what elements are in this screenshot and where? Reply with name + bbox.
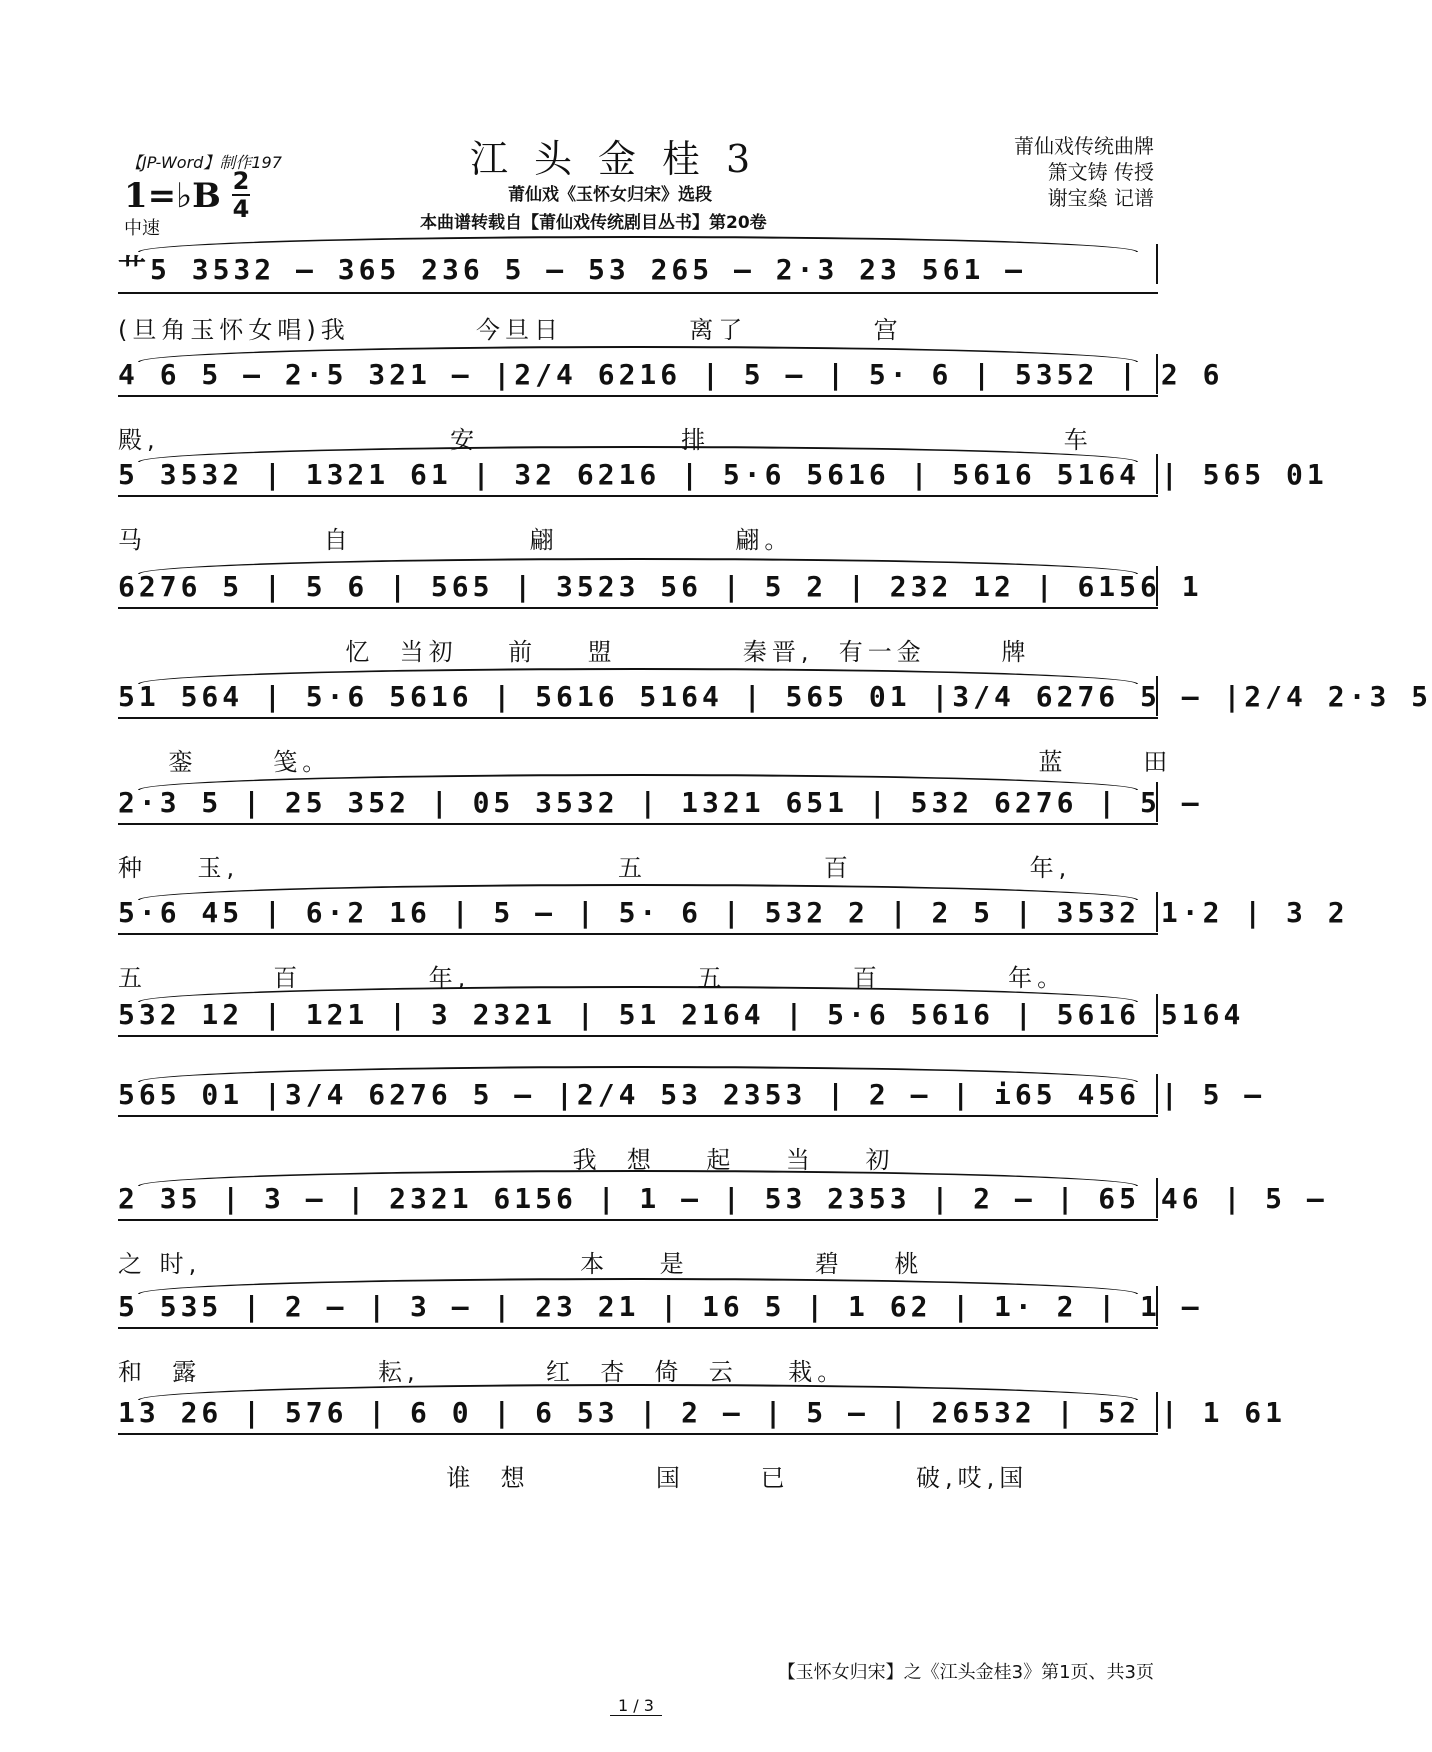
page-caption: 【玉怀女归宋】之《江头金桂3》第1页、共3页 [777, 1662, 1154, 1683]
page-number-text: 1 / 3 [610, 1696, 662, 1716]
transcriber-label: 谢宝燊 记谱 [1047, 186, 1154, 210]
barline [1156, 1286, 1158, 1326]
barline [1156, 1392, 1158, 1432]
page-title: 江头金桂3 [470, 137, 777, 181]
lyrics-line: 种 玉, 五 百 年, [118, 854, 1072, 882]
subtitle: 莆仙戏《玉怀女归宋》选段 [508, 185, 712, 205]
barline [1156, 1074, 1158, 1114]
lyrics-line: 銮 笺。 蓝 田 [118, 748, 1173, 776]
lyrics-line: 马 自 翩 翩。 [118, 526, 794, 554]
notation-line: 5 535 | 2 – | 3 – | 23 21 | 16 5 | 1 62 | 1· 2 | 1 – [118, 1290, 1203, 1323]
barline [1156, 782, 1158, 822]
teacher-label: 箫文铸 传授 [1047, 160, 1154, 184]
key-signature: 1=♭B [124, 176, 221, 216]
notation-line: 565 01 |3/4 6276 5 – |2/4 53 2353 | 2 – | i65 456 | 5 – [118, 1078, 1266, 1111]
lyrics-line: 之 时, 本 是 碧 桃 [118, 1250, 924, 1278]
genre-label: 莆仙戏传统曲牌 [1014, 134, 1154, 158]
barline [1156, 1178, 1158, 1218]
notation-line: 532 12 | 121 | 3 2321 | 51 2164 | 5·6 5616 | 5616 5164 [118, 998, 1245, 1031]
tempo-marking: 中速 [124, 218, 160, 239]
credit-line: 【JP-Word】制作197 [126, 153, 282, 172]
notation-line: 13 26 | 576 | 6 0 | 6 53 | 2 – | 5 – | 26532 | 52 | 1 61 [118, 1396, 1287, 1429]
notation-line: 2 35 | 3 – | 2321 6156 | 1 – | 53 2353 | 2 – | 65 46 | 5 – [118, 1182, 1328, 1215]
notation-line: 51 564 | 5·6 5616 | 5616 5164 | 565 01 |3/4 6276 5 – |2/4 2·3 5 [118, 680, 1432, 713]
lyrics-line: 忆 当初 前 盟 秦晋, 有一金 牌 [118, 638, 1031, 666]
notation-line: 艹5 3532 – 365 236 5 – 53 265 – 2·3 23 561 – [118, 248, 1158, 288]
lyrics-line: 和 露 耘, 红 杏 倚 云 栽。 [118, 1358, 847, 1386]
page-number [0, 1696, 1272, 1715]
barline [1156, 566, 1158, 606]
source-line: 本曲谱转载自【莆仙戏传统剧目丛书】第20卷 [420, 213, 767, 233]
notation-line: 2·3 5 | 25 352 | 05 3532 | 1321 651 | 532 6276 | 5 – [118, 786, 1203, 819]
barline [1156, 892, 1158, 932]
notation-line: 6276 5 | 5 6 | 565 | 3523 56 | 5 2 | 232 12 | 6156 1 [118, 570, 1203, 603]
lyrics-line: 五 百 年, 五 百 年。 [118, 964, 1067, 992]
meter-top: 2 [232, 167, 250, 195]
barline [1156, 994, 1158, 1034]
barline [1156, 354, 1158, 394]
lyrics-line: 谁 想 国 已 破,哎,国 [118, 1464, 1029, 1492]
barline [1156, 676, 1158, 716]
barline [1156, 244, 1158, 284]
notation-line: 4 6 5 – 2·5 321 – |2/4 6216 | 5 – | 5· 6 | 5352 | 2 6 [118, 358, 1224, 391]
time-signature [232, 167, 250, 223]
barline [1156, 454, 1158, 494]
lyrics-line: 殿, 安 排 车 [118, 426, 1093, 454]
notation-line: 5 3532 | 1321 61 | 32 6216 | 5·6 5616 | 5616 5164 | 565 01 [118, 458, 1328, 491]
lyrics-line: (旦角玉怀女唱)我 今旦日 离了 宫 [118, 316, 903, 344]
notation-line: 5·6 45 | 6·2 16 | 5 – | 5· 6 | 532 2 | 2 5 | 3532 1·2 | 3 2 [118, 896, 1349, 929]
lyrics-line: 我 想 起 当 初 [118, 1146, 895, 1174]
meter-bottom: 4 [232, 195, 250, 223]
